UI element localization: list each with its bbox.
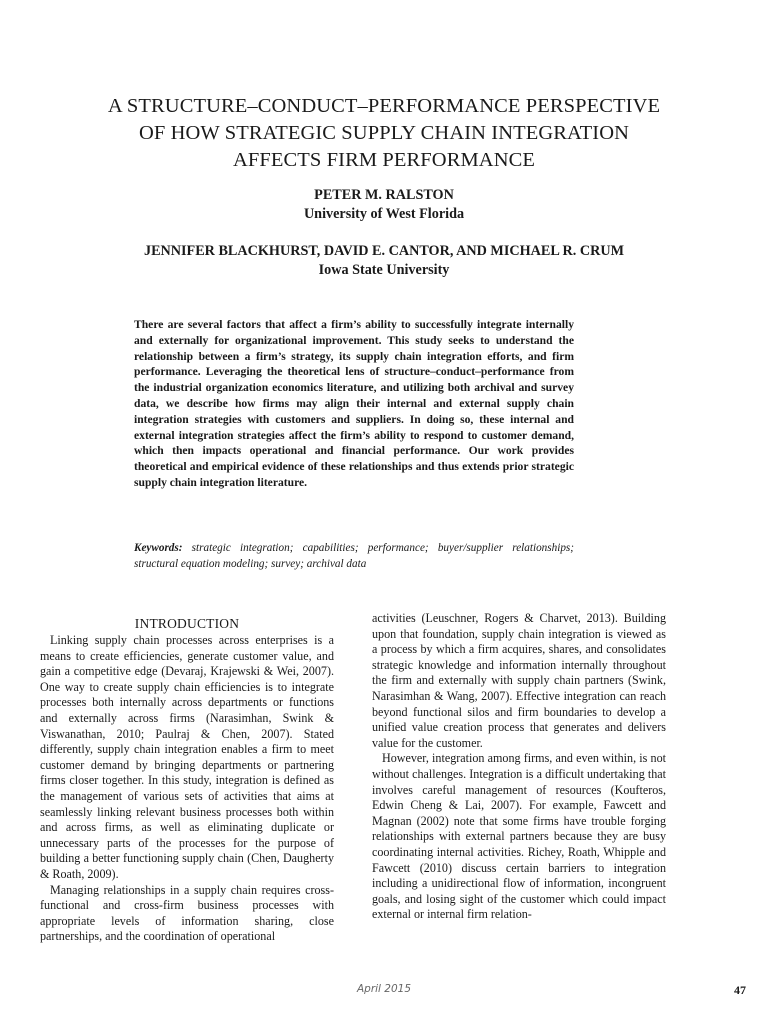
right-column — [372, 611, 666, 923]
title-line: OF HOW STRATEGIC SUPPLY CHAIN INTEGRATION — [138, 122, 630, 144]
author-names: PETER M. RALSTON — [314, 187, 454, 203]
author-block-2 — [0, 242, 768, 280]
left-column — [40, 611, 334, 945]
footer-date: April 2015 — [356, 983, 412, 995]
abstract: There are several factors that affect a firm’s ability to successfully integrate internally and externally for organizational improvement. This study seeks to understand the relationship between a firm’s strategy, its supply chain integration efforts, and firm performance. Leveraging the theoretical lens of structure–conduct–performance from the industrial organization economics literature, and utilizing both archival and survey data, we describe how firms may align their internal and external supply chain integration strategies with customers and suppliers. In doing so, these internal and external integration strategies affect the firm’s ability to respond to customer demand, which then impacts operational and financial performance. Our work provides theoretical and empirical evidence of these relationships and thus extends prior strategic supply chain integration literature. — [134, 318, 574, 489]
paper-title — [20, 93, 748, 174]
title-line: A STRUCTURE–CONDUCT–PERFORMANCE PERSPECTIVE — [107, 95, 661, 117]
section-heading-introduction: INTRODUCTION — [134, 616, 240, 631]
keywords-label: Keywords: — [134, 542, 183, 554]
author-block-1 — [0, 186, 768, 224]
author-affiliation: Iowa State University — [318, 262, 450, 278]
body-paragraph: Managing relationships in a supply chain requires cross-functional and cross-firm business processes with appropriate levels of information sharing, close partnerships, and the coordination of operational — [40, 882, 334, 944]
body-paragraph: Linking supply chain processes across enterprises is a means to create efficiencies, generate customer value, and gain a competitive edge (Devaraj, Krajewski & Wei, 2007). One way to create supply chain efficiencies is to integrate processes both internally across departments or functions and externally across firms (Narasimhan, Swink & Viswanathan, 2010; Paulraj & Chen, 2007). Stated differently, supply chain integration enables a firm to meet customer demand by bringing departments or partnering firms closer together. In this study, integration is defined as the management of various sets of activities that aims at seamlessly linking relevant business processes both within and across firms, as well as eliminating duplicate or unnecessary parts of the processes for the purpose of building a better functioning supply chain (Chen, Daugherty & Roath, 2009). — [40, 633, 334, 881]
title-line: AFFECTS FIRM PERFORMANCE — [232, 149, 535, 171]
keywords — [134, 541, 574, 572]
author-affiliation: University of West Florida — [303, 206, 465, 222]
keywords-text: strategic integration; capabilities; performance; buyer/supplier relationships; structural equation modeling; survey; archival data — [134, 542, 575, 570]
author-names: JENNIFER BLACKHURST, DAVID E. CANTOR, AND MICHAEL R. CRUM — [143, 243, 625, 259]
page-number: 47 — [734, 983, 746, 997]
body-paragraph: However, integration among firms, and even within, is not without challenges. Integration is a difficult undertaking that involves careful management of resources (Koufteros, Edwin Cheng & Lai, 2007). For example, Fawcett and Magnan (2002) note that some firms have trouble forging relationships with external partners because they are busy coordinating internal activities. Richey, Roath, Whipple and Fawcett (2010) discuss certain barriers to integration including a unidirectional flow of information, incongruent goals, and losing sight of the customer which could impact external or internal firm relation- — [372, 751, 666, 922]
body-paragraph: activities (Leuschner, Rogers & Charvet, 2013). Building upon that foundation, supply chain integration is viewed as a process by which a firm acquires, shares, and consolidates strategic knowledge and information internally throughout the firm and externally with supply chain partners (Swink, Narasimhan & Wang, 2007). Effective integration can reach beyond functional silos and firm boundaries to develop a unified value creation process that generates and delivers value for the customer. — [372, 611, 666, 750]
